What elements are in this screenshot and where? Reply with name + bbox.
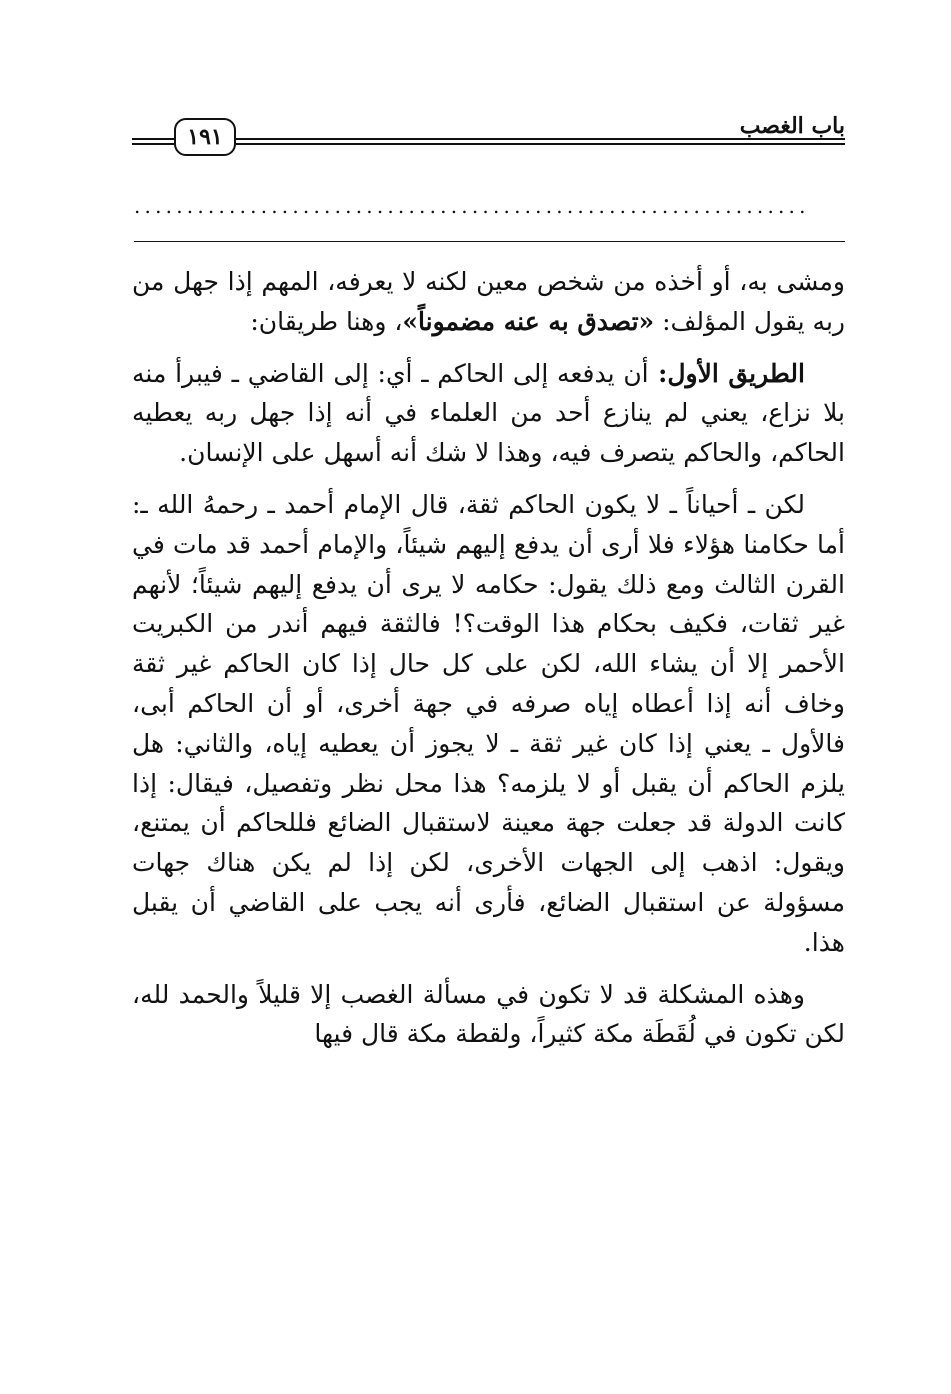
text-segment: لكن ـ أحياناً ـ لا يكون الحاكم ثقة، قال الإمام أحمد ـ رحمهُ الله ـ: أما حكامنا هؤلاء فلا أرى أن يدفع إليهم شيئاً، والإمام أحمد قد مات في القرن الثالث ومع ذلك يقول: حكامه لا يرى أن يدفع إليهم شيئاً؛ لأنهم غير ثقات، فكيف بحكام هذا الوقت؟! فالثقة فيهم أندر من الكبريت الأحمر إلا أن يشاء الله، لكن على كل حال إذا كان الحاكم غير ثقة وخاف أنه إذا أعطاه إياه صرفه في جهة أخرى، أو أن الحاكم أبى، فالأول ـ يعني إذا كان غير ثقة ـ لا يجوز أن يعطيه إياه، والثاني: هل يلزم الحاكم أن يقبل أو لا يلزمه؟ هذا محل نظر وتفصيل، فيقال: إذا كانت الدولة قد جعلت جهة معينة لاستقبال الضائع فللحاكم أن يمتنع، ويقول: اذهب إلى الجهات الأخرى، لكن إذا لم يكن هناك جهات مسؤولة عن استقبال الضائع، فأرى أنه يجب على القاضي أن يقبل هذا. (132, 489, 845, 957)
dotted-divider: ................................................................ (134, 196, 810, 216)
text-segment: أن يدفعه إلى الحاكم ـ أي: إلى القاضي ـ فيبرأ منه بلا نزاع، يعني لم ينازع أحد من العلماء في أنه إذا جهل ربه يعطيه الحاكم، والحاكم يتصرف فيه، وهذا لا شك أنه أسهل على الإنسان. (132, 358, 845, 468)
paragraph (132, 975, 845, 1055)
chapter-title: باب الغصب (739, 113, 845, 139)
page-header (132, 112, 845, 162)
paragraph (132, 485, 845, 963)
paragraph (132, 262, 845, 342)
text-segment: وهذه المشكلة قد لا تكون في مسألة الغصب إلا قليلاً والحمد لله، لكن تكون في لُقَطَة مكة كثيراً، ولقطة مكة قال فيها (132, 979, 845, 1049)
text-separator-rule (134, 241, 845, 242)
body-text (132, 262, 845, 1322)
header-rule-left (132, 138, 174, 145)
text-segment: ، وهنا طريقان: (250, 306, 403, 336)
section-heading-term: الطريق الأول: (648, 358, 805, 388)
text-segment: ومشى به، أو أخذه من شخص معين لكنه لا يعرفه، المهم إذا جهل من ربه يقول المؤلف: (132, 267, 845, 336)
header-rule-right (236, 138, 845, 145)
paragraph (132, 354, 845, 473)
chapter-title-container (732, 114, 845, 138)
quoted-phrase: «تصدق به عنه مضموناً» (402, 306, 655, 336)
page-number: ١٩١ (174, 118, 236, 156)
